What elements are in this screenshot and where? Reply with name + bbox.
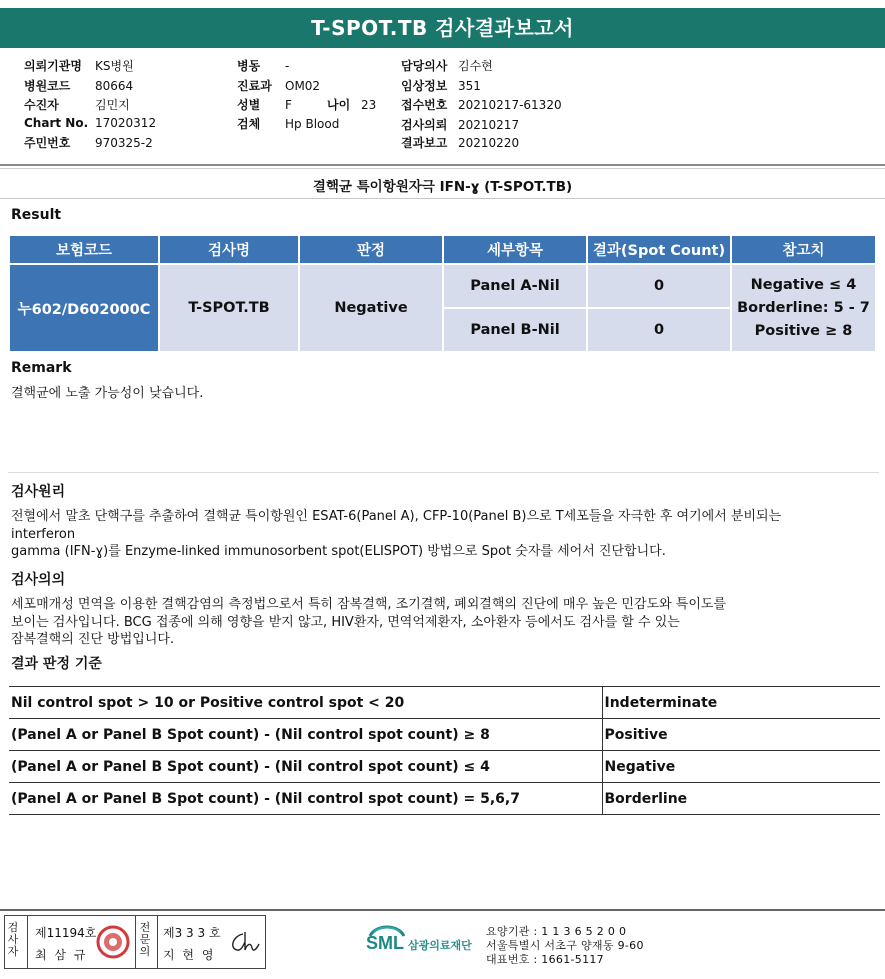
criteria-result: Borderline	[602, 783, 880, 815]
examiner-label-text: 검사자	[7, 921, 19, 958]
criteria-condition: (Panel A or Panel B Spot count) - (Nil control spot count) ≤ 4	[9, 751, 602, 783]
seal-icon	[95, 924, 131, 960]
examiner-box	[4, 915, 266, 969]
footer-divider	[0, 909, 885, 911]
significance-heading: 검사의의	[11, 572, 66, 588]
criteria-result: Indeterminate	[602, 687, 880, 719]
principle-text: 전혈에서 말초 단핵구를 추출하여 결핵균 특이항원인 ESAT-6(Panel A), CFP-10(Panel B)으로 T세포들을 자극한 후 여기에서 분비되는 interferon gamma (IFN-ɣ)를 Enzyme-linked immunosorbent spot(ELISPOT) 방법으로 Spot 숫자를 세어서 진단합니다.	[11, 509, 782, 559]
info-hospital-name: 의뢰기관명 KS병원	[24, 59, 134, 73]
info-request-date: 검사의뢰 20210217	[401, 118, 520, 132]
col-judgment: 판정	[300, 236, 442, 263]
col-sub-item: 세부항목	[444, 236, 586, 263]
criteria-condition: (Panel A or Panel B Spot count) - (Nil control spot count) ≥ 8	[9, 719, 602, 751]
panel-a-count: 0	[588, 265, 730, 307]
col-insurance-code: 보험코드	[10, 236, 158, 263]
result-row	[10, 265, 875, 307]
specialist-name: 지 현 영	[163, 948, 216, 962]
result-table	[8, 234, 877, 353]
test-name: T-SPOT.TB	[160, 265, 298, 351]
principle-heading: 검사원리	[11, 484, 66, 500]
criteria-result: Positive	[602, 719, 880, 751]
panel-b-item: Panel B-Nil	[444, 309, 586, 351]
remark-text: 결핵균에 노출 가능성이 낮습니다.	[11, 386, 204, 401]
report-title: T-SPOT.TB 검사결과보고서	[0, 8, 885, 48]
section-title: 결핵균 특이항원자극 IFN-ɣ (T-SPOT.TB)	[312, 179, 573, 195]
remark-divider	[8, 472, 879, 473]
insurance-code: 누602/D602000C	[10, 265, 158, 351]
section-divider	[0, 198, 885, 199]
info-resident-no: 주민번호 970325-2	[24, 136, 153, 150]
sml-abbr: SML	[366, 933, 404, 953]
col-reference: 참고치	[732, 236, 875, 263]
org-code: 요양기관 : 1 1 3 6 5 2 0 0	[486, 925, 627, 938]
criteria-heading: 결과 판정 기준	[11, 656, 102, 672]
remark-heading: Remark	[11, 360, 72, 376]
criteria-row	[9, 719, 880, 751]
specialist-label-text: 전문의	[139, 921, 151, 958]
info-ward: 병동 -	[237, 59, 290, 73]
criteria-condition: (Panel A or Panel B Spot count) - (Nil control spot count) = 5,6,7	[9, 783, 602, 815]
examiner-no: 제11194호	[35, 926, 97, 940]
info-department: 진료과 OM02	[237, 79, 321, 93]
sml-org-name: 삼광의료재단	[408, 939, 472, 952]
org-address: 서울특별시 서초구 양재동 9-60	[486, 939, 644, 952]
significance-text: 세포매개성 면역을 이용한 결핵감염의 측정법으로서 특히 잠복결핵, 조기결핵, 폐외결핵의 진단에 매우 높은 민감도와 특이도를 보이는 검사입니다. BCG 접종에 의해 영향을 받지 않고, HIV환자, 면역억제환자, 소아환자 등에서도 검사를 할 수 있는 잠복결핵의 진단 방법입니다.	[11, 597, 727, 647]
info-age: 나이 23	[327, 98, 377, 112]
info-chart-no: Chart No. 17020312	[24, 116, 157, 130]
header-divider	[0, 164, 885, 166]
info-clinical: 임상정보 351	[401, 79, 481, 93]
info-report-date: 결과보고 20210220	[401, 136, 520, 150]
header-divider-2	[0, 168, 885, 169]
reference-negative: Negative ≤ 4	[750, 276, 857, 293]
info-patient-name: 수진자 김민지	[24, 98, 130, 112]
criteria-row	[9, 687, 880, 719]
info-hospital-code: 병원코드 80664	[24, 79, 134, 93]
panel-a-item: Panel A-Nil	[444, 265, 586, 307]
judgment: Negative	[300, 265, 442, 351]
col-spot-count: 결과(Spot Count)	[588, 236, 730, 263]
criteria-table	[9, 686, 880, 815]
examiner-label	[7, 922, 21, 958]
reference-range	[732, 265, 875, 351]
criteria-result: Negative	[602, 751, 880, 783]
signature-icon	[227, 928, 261, 956]
criteria-row	[9, 783, 880, 815]
criteria-condition: Nil control spot > 10 or Positive control spot < 20	[9, 687, 602, 719]
org-phone: 대표번호 : 1661-5117	[486, 953, 604, 966]
info-sex: 성별 F	[237, 98, 292, 112]
criteria-row	[9, 751, 880, 783]
result-header-row	[10, 236, 875, 263]
specialist-no: 제3 3 3 호	[163, 926, 221, 940]
info-receipt-no: 접수번호 20210217-61320	[401, 98, 562, 112]
reference-borderline: Borderline: 5 - 7	[737, 299, 870, 316]
info-specimen: 검체 Hp Blood	[237, 117, 340, 131]
info-doctor: 담당의사 김수현	[401, 59, 493, 73]
reference-positive: Positive ≥ 8	[754, 322, 853, 339]
result-heading: Result	[11, 207, 62, 223]
examiner-name: 최 삼 규	[35, 948, 88, 962]
specialist-label	[139, 922, 153, 958]
panel-b-count: 0	[588, 309, 730, 351]
col-test-name: 검사명	[160, 236, 298, 263]
